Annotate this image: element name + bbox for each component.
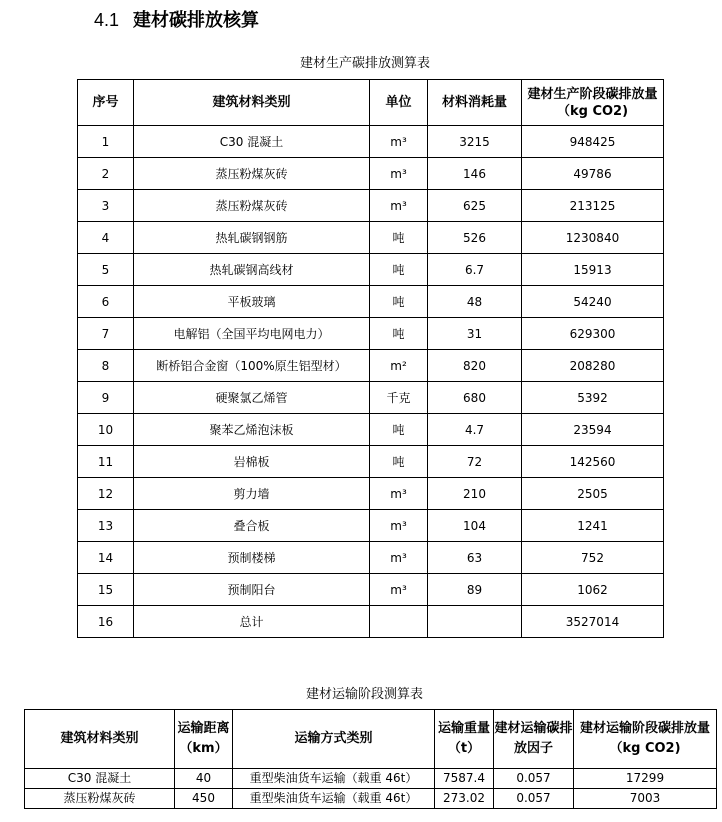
cell-qty: 104: [428, 510, 522, 542]
table-row: [78, 446, 664, 478]
table-row: [78, 478, 664, 510]
cell-no: 14: [78, 542, 134, 574]
cell-material: 总计: [134, 606, 370, 638]
cell-unit: 吨: [370, 254, 428, 286]
cell-factor: 0.057: [494, 789, 574, 809]
table-row: [78, 190, 664, 222]
header-emission: 建材运输阶段碳排放量（kg CO2): [574, 710, 717, 769]
cell-no: 8: [78, 350, 134, 382]
cell-material: 聚苯乙烯泡沫板: [134, 414, 370, 446]
cell-emission: 142560: [522, 446, 664, 478]
table-row: [78, 510, 664, 542]
cell-emission: 17299: [574, 769, 717, 789]
cell-qty: 48: [428, 286, 522, 318]
header-mode: 运输方式类别: [233, 710, 435, 769]
cell-emission: 1241: [522, 510, 664, 542]
cell-unit: 吨: [370, 318, 428, 350]
cell-material: 叠合板: [134, 510, 370, 542]
table-row: [78, 254, 664, 286]
cell-material: 预制阳台: [134, 574, 370, 606]
cell-no: 2: [78, 158, 134, 190]
cell-material: 剪力墙: [134, 478, 370, 510]
table-row: [78, 286, 664, 318]
cell-no: 11: [78, 446, 134, 478]
cell-emission: 208280: [522, 350, 664, 382]
cell-no: 7: [78, 318, 134, 350]
transport-emission-table: [24, 709, 717, 809]
section-number: 4.1: [94, 10, 120, 30]
cell-emission: 3527014: [522, 606, 664, 638]
cell-emission: 15913: [522, 254, 664, 286]
cell-no: 1: [78, 126, 134, 158]
production-emission-table: [77, 79, 664, 638]
cell-emission: 629300: [522, 318, 664, 350]
cell-distance: 450: [175, 789, 233, 809]
cell-unit: 吨: [370, 222, 428, 254]
cell-no: 12: [78, 478, 134, 510]
cell-qty: 6.7: [428, 254, 522, 286]
cell-emission: 54240: [522, 286, 664, 318]
table-row: [78, 606, 664, 638]
cell-unit: 千克: [370, 382, 428, 414]
cell-no: 15: [78, 574, 134, 606]
table-row: [78, 350, 664, 382]
cell-unit: m³: [370, 542, 428, 574]
header-factor: 建材运输碳排放因子: [494, 710, 574, 769]
cell-qty: 625: [428, 190, 522, 222]
cell-emission: 1230840: [522, 222, 664, 254]
cell-no: 10: [78, 414, 134, 446]
cell-mode: 重型柴油货车运输（载重 46t）: [233, 769, 435, 789]
cell-emission: 7003: [574, 789, 717, 809]
header-material: 建筑材料类别: [134, 80, 370, 126]
cell-qty: 3215: [428, 126, 522, 158]
table-row: [78, 414, 664, 446]
cell-qty: 820: [428, 350, 522, 382]
table-row: [78, 542, 664, 574]
table-row: [78, 574, 664, 606]
table-row: [25, 789, 717, 809]
cell-unit: m³: [370, 158, 428, 190]
cell-material: 岩棉板: [134, 446, 370, 478]
cell-unit: m³: [370, 126, 428, 158]
cell-qty: 146: [428, 158, 522, 190]
cell-unit: 吨: [370, 286, 428, 318]
table-row: [78, 382, 664, 414]
header-distance: 运输距离（km）: [175, 710, 233, 769]
cell-material: 断桥铝合金窗（100%原生铝型材）: [134, 350, 370, 382]
cell-material: 硬聚氯乙烯管: [134, 382, 370, 414]
cell-unit: m²: [370, 350, 428, 382]
header-material: 建筑材料类别: [25, 710, 175, 769]
cell-material: 蒸压粉煤灰砖: [25, 789, 175, 809]
cell-material: C30 混凝土: [25, 769, 175, 789]
cell-no: 4: [78, 222, 134, 254]
cell-emission: 752: [522, 542, 664, 574]
cell-qty: 63: [428, 542, 522, 574]
table-row: [78, 126, 664, 158]
cell-unit: m³: [370, 574, 428, 606]
cell-emission: 2505: [522, 478, 664, 510]
table-row: [78, 158, 664, 190]
cell-material: 热轧碳钢高线材: [134, 254, 370, 286]
cell-unit: m³: [370, 190, 428, 222]
cell-unit: 吨: [370, 446, 428, 478]
cell-no: 16: [78, 606, 134, 638]
header-quantity: 材料消耗量: [428, 80, 522, 126]
cell-qty: [428, 606, 522, 638]
cell-factor: 0.057: [494, 769, 574, 789]
header-weight: 运输重量（t）: [435, 710, 494, 769]
table-header-row: [25, 710, 717, 769]
header-unit: 单位: [370, 80, 428, 126]
cell-material: C30 混凝土: [134, 126, 370, 158]
cell-material: 平板玻璃: [134, 286, 370, 318]
header-emission: 建材生产阶段碳排放量（kg CO2): [522, 80, 664, 126]
cell-no: 9: [78, 382, 134, 414]
table-row: [25, 769, 717, 789]
section-heading: [94, 6, 259, 34]
production-table-caption: 建材生产碳排放测算表: [300, 56, 431, 71]
cell-material: 热轧碳钢钢筋: [134, 222, 370, 254]
cell-unit: 吨: [370, 414, 428, 446]
cell-emission: 49786: [522, 158, 664, 190]
cell-unit: [370, 606, 428, 638]
cell-unit: m³: [370, 510, 428, 542]
cell-no: 13: [78, 510, 134, 542]
table-row: [78, 222, 664, 254]
cell-qty: 72: [428, 446, 522, 478]
cell-no: 6: [78, 286, 134, 318]
cell-weight: 7587.4: [435, 769, 494, 789]
cell-qty: 210: [428, 478, 522, 510]
cell-emission: 5392: [522, 382, 664, 414]
cell-emission: 948425: [522, 126, 664, 158]
cell-no: 3: [78, 190, 134, 222]
cell-emission: 23594: [522, 414, 664, 446]
cell-material: 蒸压粉煤灰砖: [134, 158, 370, 190]
section-title: 建材碳排放核算: [133, 10, 260, 31]
cell-qty: 4.7: [428, 414, 522, 446]
cell-qty: 526: [428, 222, 522, 254]
cell-emission: 213125: [522, 190, 664, 222]
cell-material: 电解铝（全国平均电网电力）: [134, 318, 370, 350]
cell-unit: m³: [370, 478, 428, 510]
cell-no: 5: [78, 254, 134, 286]
cell-material: 蒸压粉煤灰砖: [134, 190, 370, 222]
cell-emission: 1062: [522, 574, 664, 606]
cell-weight: 273.02: [435, 789, 494, 809]
transport-table-caption: 建材运输阶段测算表: [306, 687, 424, 702]
table-row: [78, 318, 664, 350]
cell-mode: 重型柴油货车运输（载重 46t）: [233, 789, 435, 809]
table-header-row: [78, 80, 664, 126]
cell-qty: 89: [428, 574, 522, 606]
cell-material: 预制楼梯: [134, 542, 370, 574]
cell-distance: 40: [175, 769, 233, 789]
cell-qty: 31: [428, 318, 522, 350]
cell-qty: 680: [428, 382, 522, 414]
header-no: 序号: [78, 80, 134, 126]
